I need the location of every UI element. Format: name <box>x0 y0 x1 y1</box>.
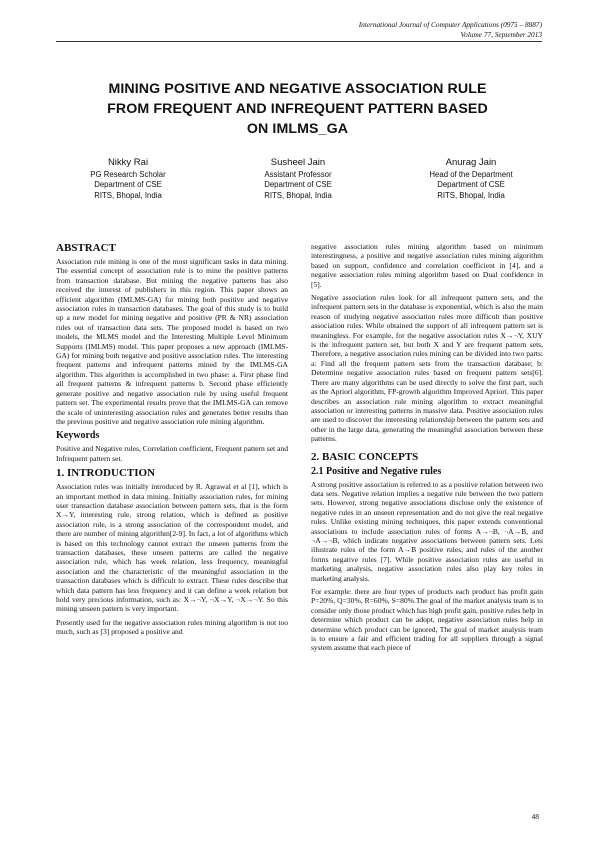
body-paragraph: negative association rules mining algorithm based on minimum interestingness, a positive and negative association rules mining algorithm based on support, confidence and correlation coefficient in [4], and a negative association rules mining algorithm based on Dual confidence in [5]. <box>311 242 543 289</box>
abstract-text: Association rule mining is one of the most significant tasks in data mining. The essential concept of association rule is to mine the positive patterns from transaction database. But mining the negative patterns has also received the interest of publishers in this region. This paper shows an efficient algorithm (IMLMS-GA) for mining both positive and negative association rules in transaction databases. The goal of this study is to build up a new model for mining negative and positive (PR & NR) association rules out of transaction data sets. The proposed model is based on two models, the MLMS model and the Interesting Multiple Level Minimum Supports (IMLMS) model. This paper proposes a new approach (IMLMS-GA) for mining both negative and positive association rules. The interesting frequent patterns and infrequent patterns mined by the IMLMS-GA algorithm. This algorithm is accomplished in two phase: a. First phase find all frequent patterns & infrequent patterns b. Second phase efficiently generate positive and negative association rule by using useful frequent pattern set. The experimental results prove that the IMLMS-GA can remove the scale of uninteresting association rules and generates better results than the previous positive and negative association rule mining algorithm. <box>56 257 288 426</box>
intro-heading: 1. INTRODUCTION <box>56 467 156 480</box>
author-role: PG Research Scholar <box>90 170 166 179</box>
journal-volume: Volume 77, September 2013 <box>460 29 542 39</box>
right-column <box>311 242 543 657</box>
author-dept: Department of CSE <box>94 180 162 190</box>
author-inst: RITS, Bhopal, India <box>94 190 162 200</box>
header-rule <box>56 41 542 42</box>
author-dept: Department of CSE <box>264 180 332 190</box>
paper-title <box>40 79 555 139</box>
basic-paragraph: For example: there are four types of products each product has profit gain P=20%, Q=30%, R=60%, S=80%.The goal of the market analysis team is to consider only those product which has high profit gain, positive rules help in determine which product can be adopt, negative association rules help in determine which product can be ignored, The goal of market analysis team is to ensure a fair and efficient trading for all suppliers through a signal system assume that each piece of <box>311 587 543 653</box>
title-line: ON IMLMS_GA <box>246 121 349 137</box>
author-1 <box>48 156 208 201</box>
journal-header <box>359 20 542 39</box>
page-number: 48 <box>531 812 539 821</box>
intro-paragraph: Presently used for the negative association rules mining algorithm is not too much, such as [3] proposed a positive and <box>56 617 288 637</box>
basic-concepts-heading: 2. BASIC CONCEPTS <box>311 450 419 463</box>
intro-paragraph: Association rules was initially introduced by R. Agrawal et al [1], which is an important method in data mining. Initially association rules, for mining user transaction database association between pattern sets, that is the form X→Y, interesting rule, strong relation, which is defined as positive association rule, is a strong association of the correspondent model, and there are number of mining algorithm[2-9]. In fact, a lot of algorithms which is based on this technology cannot extract the unseen patterns from the transaction databases, these unseen patterns are called the negative association rule, which has week relation, less frequency, meaningful association and the characteristic of the meaningful association in the transaction databases which is difficult to extract. These rules describe that which data pattern has less frequency and it can define a week relation but hold very precious information, such as: X→¬Y, ¬X→Y, ¬X→¬Y. So this mining unseen pattern is very important. <box>56 482 288 614</box>
body-paragraph: Negative association rules look for all infrequent pattern sets, and the infrequent pattern sets in the database is exponential, which is also the main reason of studying negative association rules more difficult than positive association rules. While obtained the support of all infrequent pattern set is meaningless. For example, for the negative association rules X→¬Y, XUY is the infrequent pattern set, but both X and Y are frequent pattern sets, Therefore, a negative association rules mining can be divided into two parts: a: Find all the frequent pattern sets from the transaction database; b: Determine negative association rules based on frequent pattern sets[6]. There are many algorithms can be used directly to solve the first part, such as the Apriori algorithm, FP-growth algorithm Improved Apriori. This paper describes an association rule mining algorithm to extract meaningful association or interesting patterns in massive data. Positive association rules are used to discover the interesting relationship between the pattern sets and other in the large data, generating the meaningful association between these patterns. <box>311 293 543 444</box>
basic-paragraph: A strong positive association is referred to as a positive relation between two data sets. Negative relation implies a negative rule between the two pattern sets. However, strong negative associations disclose only the existence of negative rules in an unseen representation and do not give the real negative rules. Unlike existing mining techniques, this paper extends conventional associations to include association rules of forms A→¬B, ¬A→B, and ¬A→¬B, which indicate negative associations between pattern sets. Lets illustrate rules of the form A→B positive rules, and rules of the another forms negative rules [7]. While positive association rules are useful in marketing analysis, negative association rules also play key roles in marketing analysis. <box>311 479 543 583</box>
author-3 <box>391 156 551 201</box>
author-2 <box>218 156 378 201</box>
author-role: Head of the Department <box>429 170 513 179</box>
positive-negative-rules-heading: 2.1 Positive and Negative rules <box>311 465 442 477</box>
author-name: Anurag Jain <box>445 157 497 168</box>
left-column <box>56 242 288 641</box>
author-name: Nikky Rai <box>107 157 149 168</box>
author-dept: Department of CSE <box>437 180 505 190</box>
author-inst: RITS, Bhopal, India <box>264 190 332 200</box>
author-inst: RITS, Bhopal, India <box>437 190 505 200</box>
keywords-text: Positive and Negative rules, Correlation coefficient, Frequent pattern set and Infrequent pattern set. <box>56 444 288 463</box>
title-line: FROM FREQUENT AND INFREQUENT PATTERN BASED <box>107 101 488 117</box>
keywords-heading: Keywords <box>56 430 100 442</box>
title-line: MINING POSITIVE AND NEGATIVE ASSOCIATION RULE <box>108 81 487 97</box>
author-role: Assistant Professor <box>264 170 332 179</box>
abstract-heading: ABSTRACT <box>56 242 116 254</box>
journal-name: International Journal of Computer Applications (0975 – 8887) <box>358 20 542 29</box>
author-name: Susheel Jain <box>270 157 326 168</box>
